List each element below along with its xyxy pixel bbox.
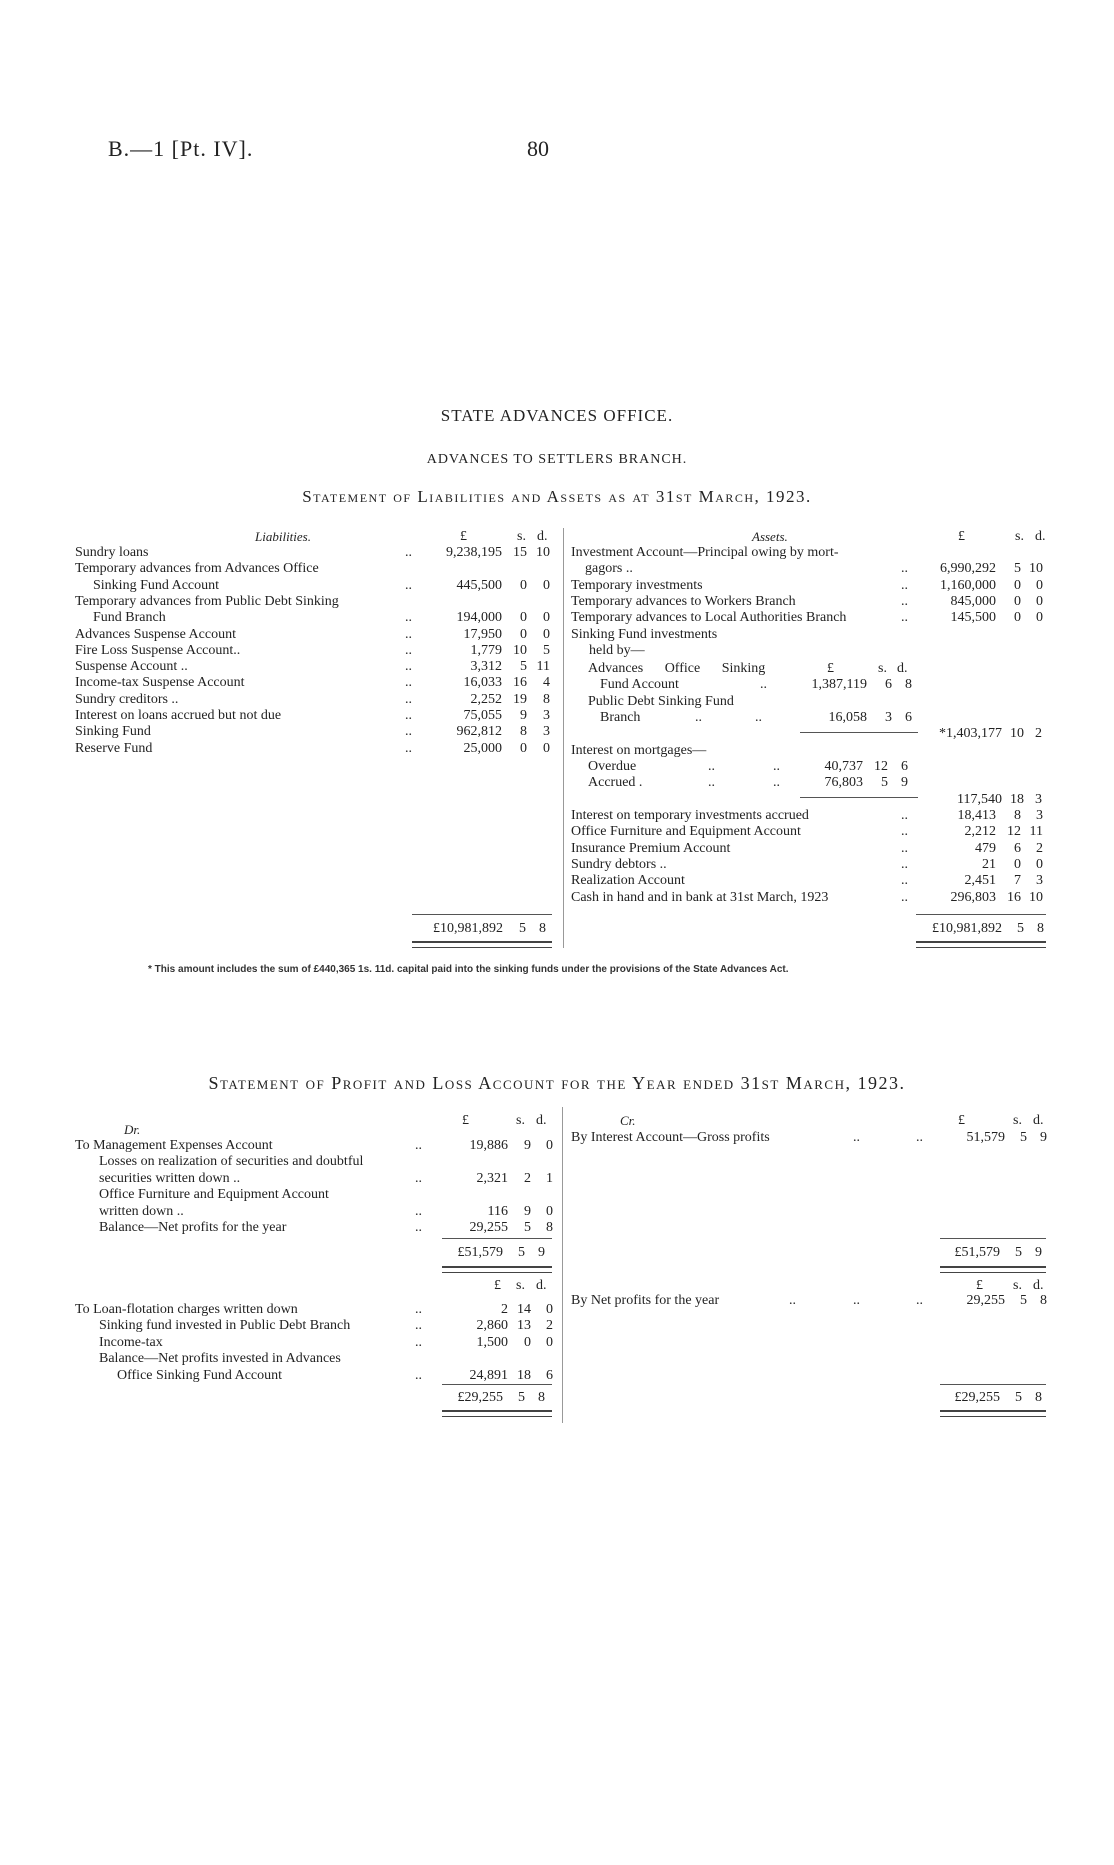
pl-dr2-col-pounds: £ bbox=[494, 1278, 501, 1293]
pl-dr2-total-double-rule bbox=[442, 1410, 552, 1417]
pl-cr2-total: £29,255 5 8 bbox=[954, 1390, 1042, 1405]
pl-cr2-col-shillings: s. bbox=[1013, 1278, 1022, 1293]
profit-loss-title: Statement of Profit and Loss Account for the Year ended 31st March, 1923. bbox=[208, 1073, 906, 1093]
assets-heading: Assets. bbox=[752, 529, 788, 544]
statement-title: Statement of Liabilities and Assets as at 31st March, 1923. bbox=[302, 487, 812, 506]
pl-dr2-row: Office Sinking Fund Account .. 24,891 18 6 bbox=[117, 1367, 553, 1383]
sinking-advances-row: Fund Account .. 1,387,119 6 8 bbox=[600, 677, 912, 692]
liabilities-row: Advances Suspense Account .. 17,950 0 0 bbox=[75, 626, 550, 642]
document-reference: B.—1 [Pt. IV]. bbox=[108, 136, 254, 161]
assets-row: Interest on temporary investments accrued .. 18,413 8 3 bbox=[571, 808, 1043, 823]
pl-dr2-row: Sinking fund invested in Public Debt Branch .. 2,860 13 2 bbox=[99, 1318, 553, 1334]
pl-cr2-col-pence: d. bbox=[1033, 1278, 1044, 1293]
pl-dr-total-rule bbox=[442, 1238, 552, 1239]
pl-dr2-row: To Loan-flotation charges written down .. 2 14 0 bbox=[75, 1302, 553, 1317]
assets-total-double-rule bbox=[916, 941, 1046, 948]
sinking-public-debt-row: Branch .. .. 16,058 3 6 bbox=[600, 710, 912, 725]
assets-col-pence: d. bbox=[1035, 529, 1046, 544]
assets-col-shillings: s. bbox=[1015, 529, 1024, 544]
assets-total-rule bbox=[916, 914, 1046, 915]
liabilities-row: Sinking Fund Account .. 445,500 0 0 bbox=[93, 577, 550, 593]
assets-row: Office Furniture and Equipment Account .. 2,212 12 11 bbox=[571, 824, 1043, 840]
mortgages-label: Interest on mortgages— bbox=[571, 743, 707, 758]
sinking-total: *1,403,177 10 2 bbox=[939, 726, 1042, 741]
pl-dr-total: £51,579 5 9 bbox=[457, 1245, 545, 1260]
assets-row: Investment Account—Principal owing by mort- bbox=[571, 545, 839, 560]
pl-dr2-total-rule bbox=[442, 1384, 552, 1385]
assets-row: Cash in hand and in bank at 31st March, 1923 .. 296,803 16 10 bbox=[571, 889, 1043, 905]
pl-cr-total: £51,579 5 9 bbox=[954, 1245, 1042, 1260]
mortgages-accrued-row: Accrued . .. .. 76,803 5 9 bbox=[588, 775, 908, 790]
page-number: 80 bbox=[527, 136, 549, 161]
liabilities-row: Fire Loss Suspense Account.. .. 1,779 10 5 bbox=[75, 642, 550, 658]
sinking-subtotal-rule bbox=[800, 732, 918, 733]
office-title: STATE ADVANCES OFFICE. bbox=[440, 406, 674, 425]
assets-row: Temporary advances to Workers Branch .. 845,000 0 0 bbox=[571, 593, 1043, 609]
assets-row: Realization Account .. 2,451 7 3 bbox=[571, 873, 1043, 889]
pl-cr-col-pounds: £ bbox=[958, 1113, 965, 1128]
column-divider bbox=[563, 528, 564, 948]
sinking-col-pence: d. bbox=[897, 661, 908, 676]
pl-cr2-row: By Net profits for the year .. .. .. 29,255 5 8 bbox=[571, 1293, 1047, 1308]
pl-dr2-col-shillings: s. bbox=[516, 1278, 525, 1293]
pl-dr-col-pence: d. bbox=[536, 1113, 547, 1128]
assets-total: £10,981,892 5 8 bbox=[932, 921, 1044, 936]
liabilities-row: Interest on loans accrued but not due .. 75,055 9 3 bbox=[75, 708, 550, 723]
assets-col-pounds: £ bbox=[958, 529, 965, 544]
pl-cr-row: By Interest Account—Gross profits .. .. 51,579 5 9 bbox=[571, 1130, 1047, 1145]
pl-dr2-row: Balance—Net profits invested in Advances bbox=[99, 1351, 341, 1367]
pl-dr-heading: Dr. bbox=[124, 1122, 141, 1137]
assets-row: Sinking Fund investments bbox=[571, 626, 718, 642]
mortgages-overdue-row: Overdue .. .. 40,737 12 6 bbox=[588, 759, 908, 774]
pl-column-divider bbox=[562, 1107, 563, 1423]
pl-dr-total-double-rule bbox=[442, 1266, 552, 1273]
assets-row: Insurance Premium Account .. 479 6 2 bbox=[571, 840, 1043, 856]
mortgages-subtotal-rule bbox=[800, 797, 918, 798]
liabilities-heading: Liabilities. bbox=[255, 529, 311, 544]
assets-row: Sundry debtors .. .. 21 0 0 bbox=[571, 856, 1043, 872]
pl-cr-total-rule bbox=[940, 1238, 1046, 1239]
pl-dr-row: written down .. .. 116 9 0 bbox=[99, 1203, 553, 1219]
sinking-public-debt-label: Public Debt Sinking Fund bbox=[588, 694, 734, 709]
liabilities-total-double-rule bbox=[412, 941, 552, 948]
liabilities-row: Income-tax Suspense Account .. 16,033 16 4 bbox=[75, 675, 550, 691]
liabilities-row: Sundry loans .. 9,238,195 15 10 bbox=[75, 545, 550, 560]
liabilities-col-pence: d. bbox=[537, 529, 548, 544]
pl-cr2-total-double-rule bbox=[940, 1410, 1046, 1417]
assets-row: gagors .. .. 6,990,292 5 10 bbox=[585, 561, 1043, 577]
liabilities-row: Sundry creditors .. .. 2,252 19 8 bbox=[75, 691, 550, 707]
liabilities-row: Fund Branch .. 194,000 0 0 bbox=[93, 610, 550, 626]
pl-dr2-total: £29,255 5 8 bbox=[457, 1390, 545, 1405]
pl-cr-col-shillings: s. bbox=[1013, 1113, 1022, 1128]
liabilities-row: Temporary advances from Advances Office bbox=[75, 561, 319, 577]
liabilities-total-rule bbox=[412, 914, 552, 915]
assets-row: Temporary advances to Local Authorities Branch .. 145,500 0 0 bbox=[571, 610, 1043, 626]
pl-dr-col-shillings: s. bbox=[516, 1113, 525, 1128]
pl-cr-total-double-rule bbox=[940, 1266, 1046, 1273]
pl-dr-row: To Management Expenses Account .. 19,886 9 0 bbox=[75, 1138, 553, 1153]
pl-dr-col-pounds: £ bbox=[462, 1113, 469, 1128]
liabilities-row: Sinking Fund .. 962,812 8 3 bbox=[75, 724, 550, 740]
pl-cr2-total-rule bbox=[940, 1384, 1046, 1385]
pl-cr-heading: Cr. bbox=[620, 1113, 636, 1128]
liabilities-col-pounds: £ bbox=[460, 529, 467, 544]
pl-dr-row: Balance—Net profits for the year .. 29,255 5 8 bbox=[99, 1220, 553, 1235]
mortgages-total: 117,540 18 3 bbox=[957, 792, 1042, 807]
liabilities-row: Suspense Account .. .. 3,312 5 11 bbox=[75, 659, 550, 675]
liabilities-total: £10,981,892 5 8 bbox=[433, 921, 546, 936]
liabilities-row: Temporary advances from Public Debt Sinking bbox=[75, 593, 339, 609]
liabilities-col-shillings: s. bbox=[517, 529, 526, 544]
branch-title: ADVANCES TO SETTLERS BRANCH. bbox=[426, 452, 688, 467]
liabilities-row: Reserve Fund .. 25,000 0 0 bbox=[75, 740, 550, 756]
assets-row: held by— bbox=[589, 642, 645, 658]
footnote: * This amount includes the sum of £440,365 1s. 11d. capital paid into the sinking funds under the provisions of the State Advances Act. bbox=[148, 964, 789, 975]
pl-cr2-col-pounds: £ bbox=[976, 1278, 983, 1293]
sinking-advances-label: Advances Office Sinking bbox=[588, 661, 766, 676]
pl-dr-row: Losses on realization of securities and doubtful bbox=[99, 1154, 364, 1170]
pl-dr-row: Office Furniture and Equipment Account bbox=[99, 1187, 329, 1203]
sinking-col-shillings: s. bbox=[878, 661, 887, 676]
pl-dr2-col-pence: d. bbox=[536, 1278, 547, 1293]
assets-row: Temporary investments .. 1,160,000 0 0 bbox=[571, 577, 1043, 593]
pl-dr-row: securities written down .. .. 2,321 2 1 bbox=[99, 1170, 553, 1186]
sinking-col-pounds: £ bbox=[827, 661, 834, 676]
pl-cr-col-pence: d. bbox=[1033, 1113, 1044, 1128]
pl-dr2-row: Income-tax .. 1,500 0 0 bbox=[99, 1334, 553, 1350]
